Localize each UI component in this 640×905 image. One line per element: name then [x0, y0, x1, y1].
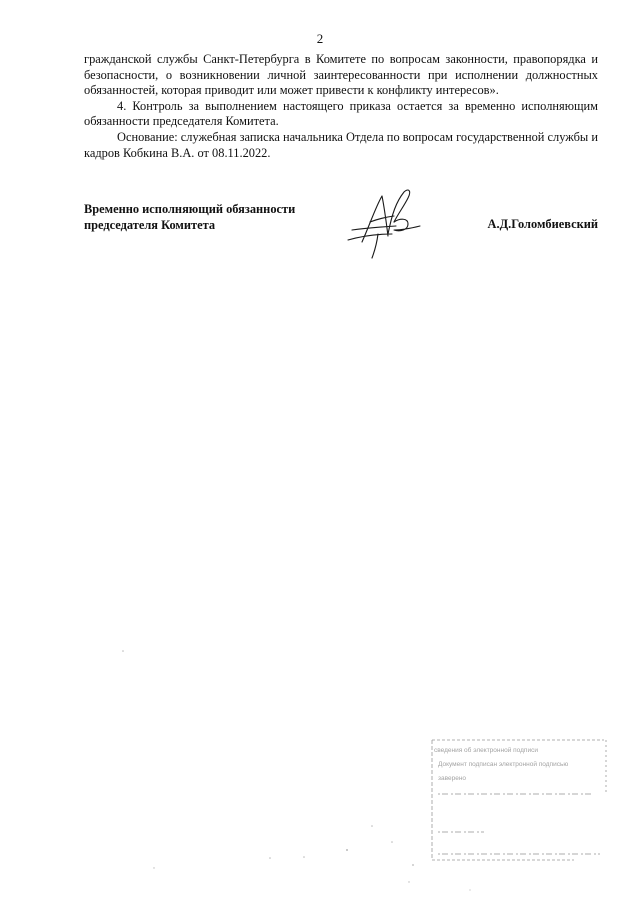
paragraph-control: 4. Контроль за выполнением настоящего приказа остается за временно исполняющим обязанности председателя Комитета. — [84, 98, 598, 129]
signer-title-line1: Временно исполняющий обязанности — [84, 202, 296, 216]
paragraph-basis: Основание: служебная записка начальника Отдела по вопросам государственной службы и кадров Кобкина В.А. от 08.11.2022. — [84, 129, 598, 160]
page-number: 2 — [316, 31, 324, 46]
electronic-signature-stamp — [424, 736, 614, 864]
signer-name: А.Д.Голомбиевский — [487, 217, 598, 231]
signer-title — [84, 202, 295, 233]
signature-block — [84, 202, 598, 262]
stamp-line3: заверено — [438, 775, 467, 782]
stamp-line2: Документ подписан электронной подписью — [438, 761, 569, 768]
handwritten-signature-icon — [342, 184, 432, 264]
paragraph-continuation: гражданской службы Санкт-Петербурга в Комитете по вопросам законности, правопорядка и безопасности, о возникновении личной заинтересованности при исполнении должностных обязанностей, которая приводит или может привести к конфликту интересов». — [84, 52, 598, 98]
document-body — [84, 52, 598, 161]
signer-title-line2: председателя Комитета — [84, 217, 216, 232]
stamp-line1: сведения об электронной подписи — [434, 747, 538, 754]
